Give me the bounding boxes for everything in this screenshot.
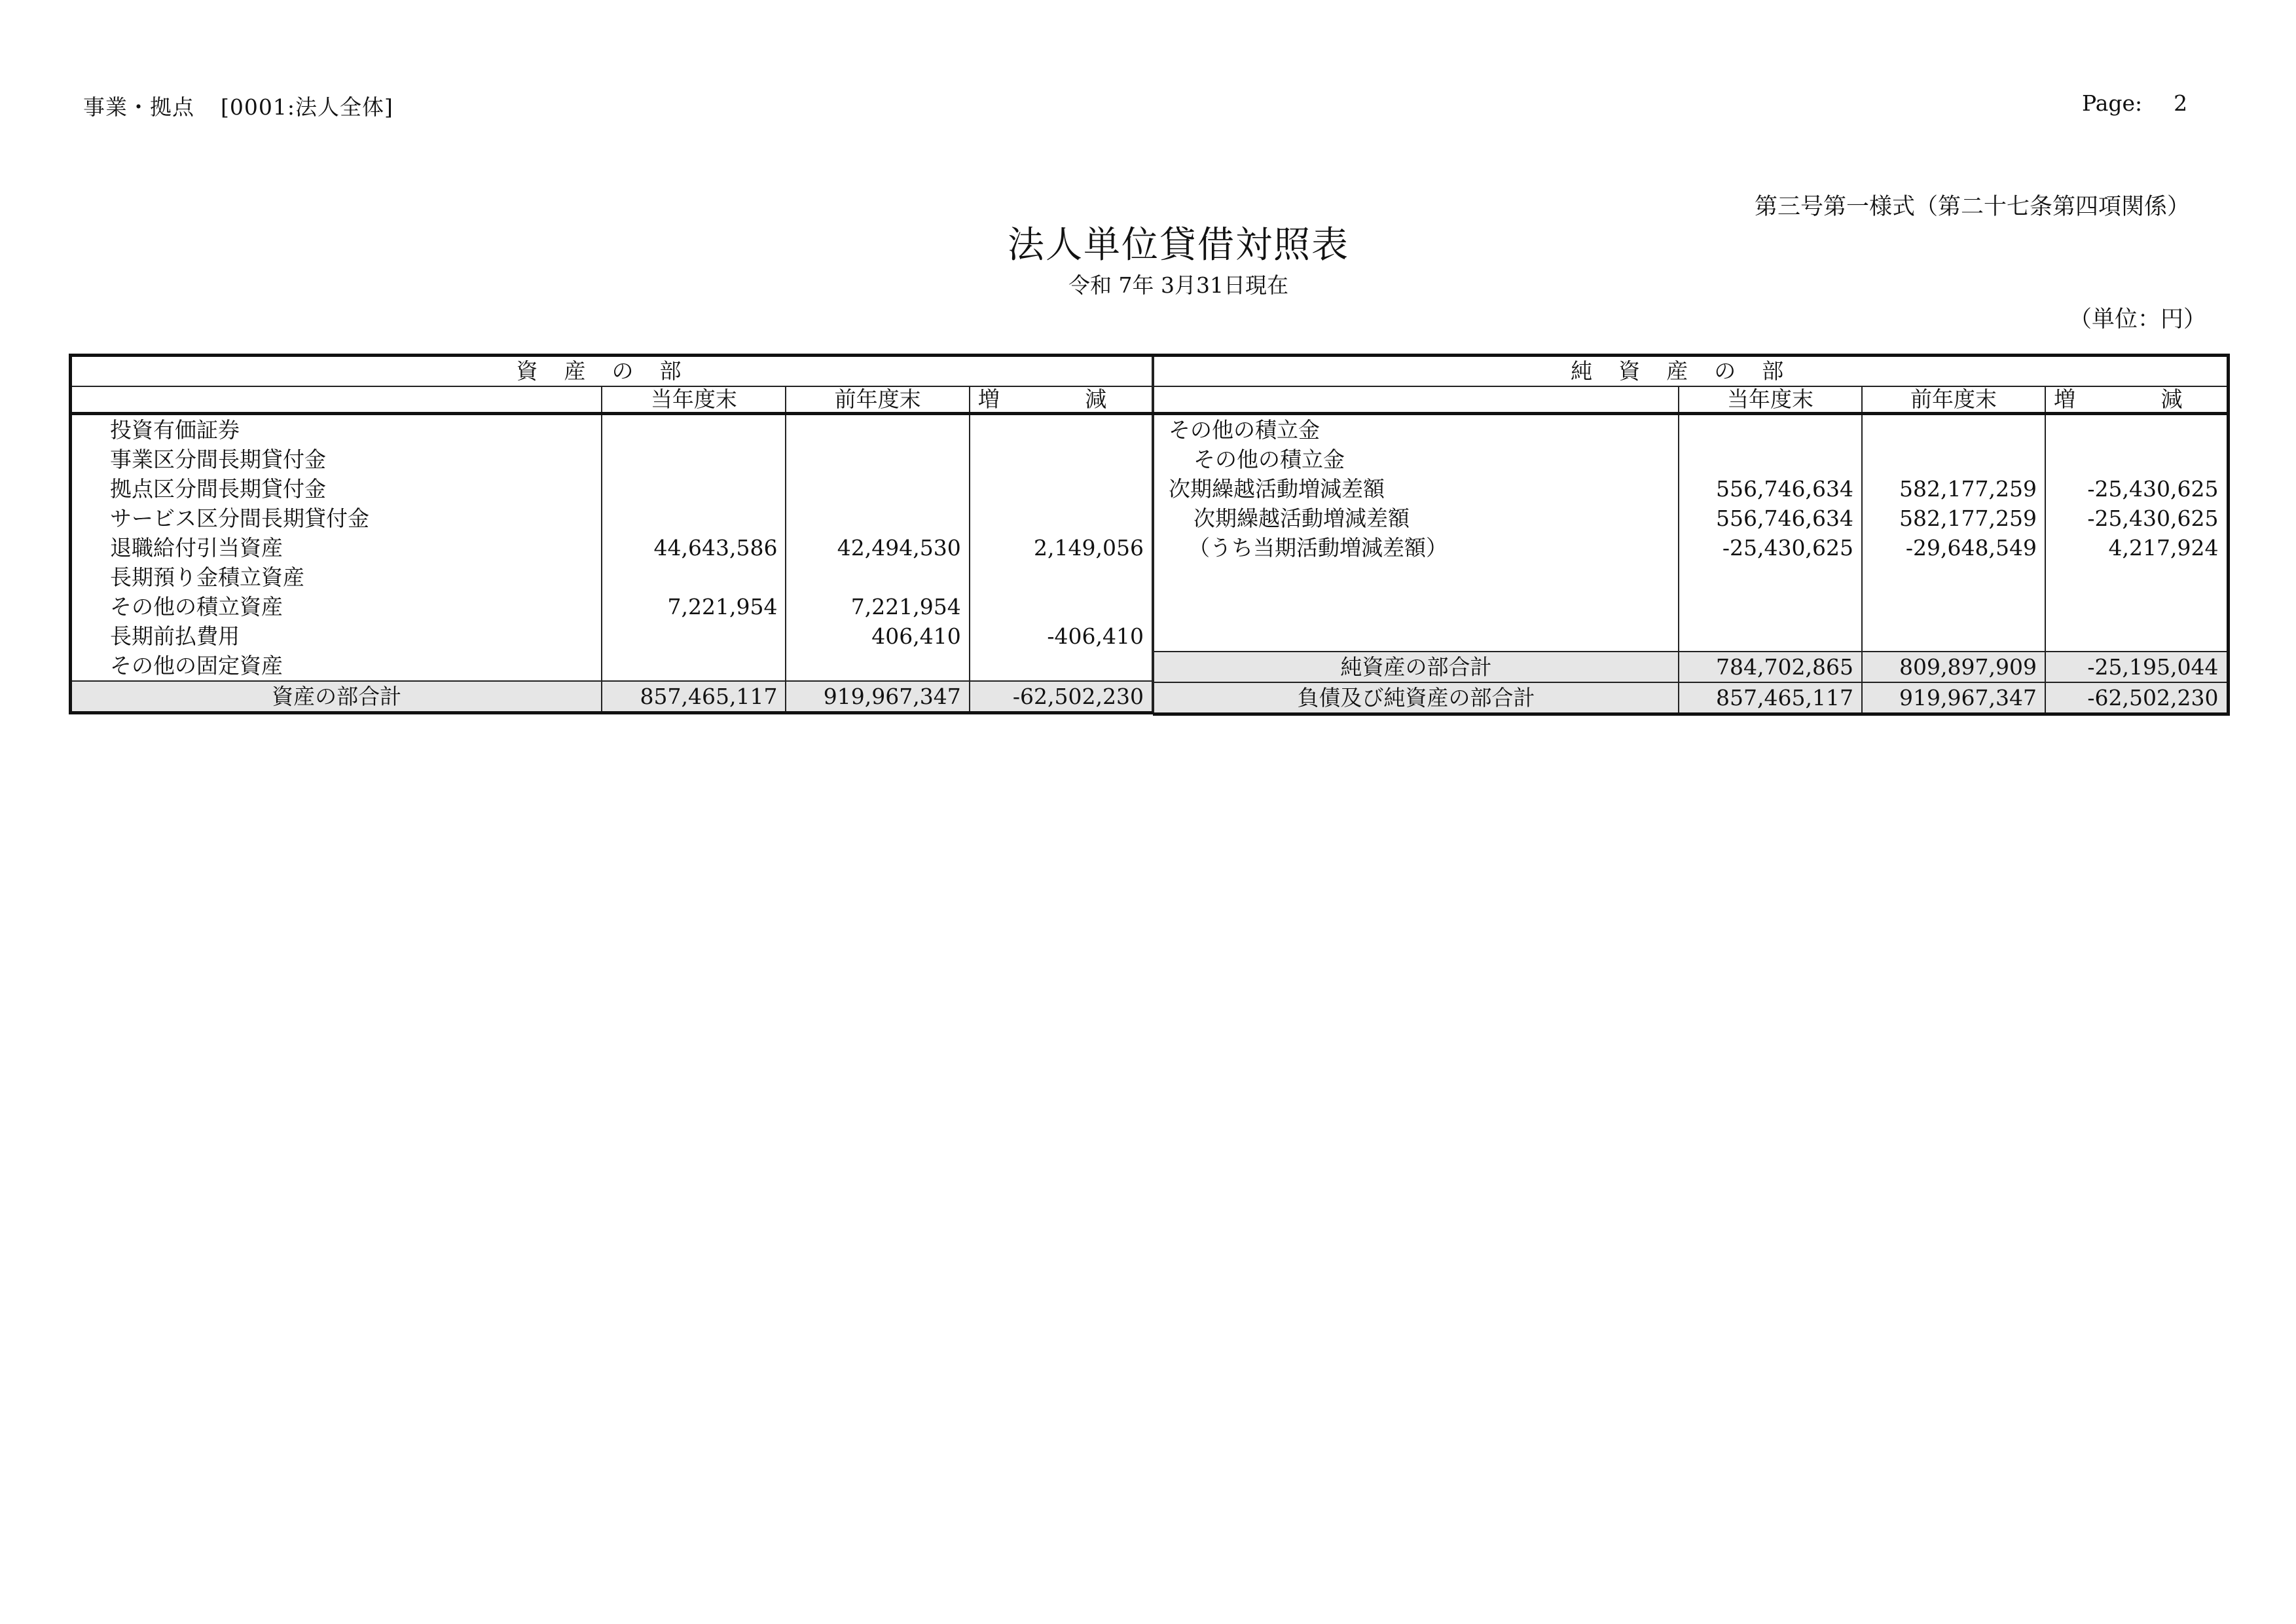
net-assets-section-title: 純資産の部 bbox=[1154, 356, 2228, 387]
net-assets-col-current: 当年度末 bbox=[1679, 386, 1862, 414]
row-change bbox=[2045, 621, 2228, 652]
table-row bbox=[1154, 445, 2228, 474]
net-assets-col-change: 増 減 bbox=[2045, 386, 2228, 414]
assets-total-row bbox=[71, 681, 1153, 713]
dept-label: 事業・拠点 bbox=[83, 94, 194, 120]
table-row bbox=[1154, 533, 2228, 563]
net-assets-col-label bbox=[1154, 386, 1679, 414]
assets-total-previous: 919,967,347 bbox=[786, 681, 969, 713]
row-current: -25,430,625 bbox=[1679, 533, 1862, 563]
row-current bbox=[602, 563, 786, 592]
row-change bbox=[970, 651, 1152, 681]
row-change bbox=[970, 414, 1152, 445]
row-change bbox=[970, 563, 1152, 592]
table-row bbox=[71, 474, 1153, 504]
row-previous bbox=[786, 563, 969, 592]
row-current bbox=[1679, 445, 1862, 474]
table-row bbox=[71, 563, 1153, 592]
table-row bbox=[1154, 592, 2228, 621]
row-label: 次期繰越活動増減差額 bbox=[1154, 474, 1679, 504]
row-previous bbox=[786, 504, 969, 533]
table-row bbox=[71, 651, 1153, 681]
unit-label: （単位：円） bbox=[2069, 306, 2207, 333]
row-label: サービス区分間長期貸付金 bbox=[71, 504, 602, 533]
row-current bbox=[602, 651, 786, 681]
row-label: 次期繰越活動増減差額 bbox=[1154, 504, 1679, 533]
assets-col-previous: 前年度末 bbox=[786, 386, 969, 414]
assets-col-label bbox=[71, 386, 602, 414]
row-previous bbox=[786, 474, 969, 504]
dept-value: [0001:法人全体] bbox=[221, 94, 393, 120]
row-label: 投資有価証券 bbox=[71, 414, 602, 445]
row-label bbox=[1154, 621, 1679, 652]
balance-sheet bbox=[69, 354, 2227, 714]
assets-section-title: 資産の部 bbox=[71, 356, 1153, 387]
row-change bbox=[970, 504, 1152, 533]
table-row bbox=[71, 533, 1153, 563]
table-row bbox=[71, 621, 1153, 651]
row-previous bbox=[1862, 414, 2045, 445]
row-current: 44,643,586 bbox=[602, 533, 786, 563]
assets-table bbox=[69, 354, 1153, 714]
row-change bbox=[2045, 592, 2228, 621]
grand-total-current: 857,465,117 bbox=[1679, 682, 1862, 714]
row-change: -25,430,625 bbox=[2045, 474, 2228, 504]
row-previous bbox=[786, 414, 969, 445]
row-change: 4,217,924 bbox=[2045, 533, 2228, 563]
table-row bbox=[71, 445, 1153, 474]
row-current: 556,746,634 bbox=[1679, 504, 1862, 533]
row-label: その他の積立金 bbox=[1154, 414, 1679, 445]
row-current bbox=[602, 474, 786, 504]
row-label bbox=[1154, 563, 1679, 592]
row-previous bbox=[1862, 592, 2045, 621]
row-current bbox=[1679, 414, 1862, 445]
assets-total-change: -62,502,230 bbox=[970, 681, 1152, 713]
row-current bbox=[602, 504, 786, 533]
row-change: 2,149,056 bbox=[970, 533, 1152, 563]
page-label: Page: bbox=[2082, 90, 2143, 116]
row-previous: 406,410 bbox=[786, 621, 969, 651]
row-label: その他の固定資産 bbox=[71, 651, 602, 681]
grand-total-previous: 919,967,347 bbox=[1862, 682, 2045, 714]
table-row bbox=[1154, 621, 2228, 652]
table-row bbox=[71, 592, 1153, 621]
form-number: 第三号第一様式（第二十七条第四項関係） bbox=[1755, 194, 2191, 220]
row-current bbox=[602, 414, 786, 445]
row-current bbox=[1679, 621, 1862, 652]
row-current bbox=[1679, 592, 1862, 621]
row-previous bbox=[1862, 563, 2045, 592]
row-label: （うち当期活動増減差額） bbox=[1154, 533, 1679, 563]
net-assets-subtotal-row bbox=[1154, 652, 2228, 682]
net-assets-col-previous: 前年度末 bbox=[1862, 386, 2045, 414]
assets-total-current: 857,465,117 bbox=[602, 681, 786, 713]
row-label: 長期預り金積立資産 bbox=[71, 563, 602, 592]
row-current: 556,746,634 bbox=[1679, 474, 1862, 504]
net-assets-subtotal-current: 784,702,865 bbox=[1679, 652, 1862, 682]
row-previous: 582,177,259 bbox=[1862, 504, 2045, 533]
row-previous: 582,177,259 bbox=[1862, 474, 2045, 504]
row-change: -25,430,625 bbox=[2045, 504, 2228, 533]
table-row bbox=[1154, 474, 2228, 504]
row-previous: -29,648,549 bbox=[1862, 533, 2045, 563]
page-indicator bbox=[2082, 90, 2187, 116]
row-current bbox=[1679, 563, 1862, 592]
assets-col-change: 増 減 bbox=[970, 386, 1152, 414]
assets-col-current: 当年度末 bbox=[602, 386, 786, 414]
table-row bbox=[1154, 414, 2228, 445]
row-change bbox=[2045, 445, 2228, 474]
row-current: 7,221,954 bbox=[602, 592, 786, 621]
assets-total-label: 資産の部合計 bbox=[71, 681, 602, 713]
row-previous bbox=[786, 445, 969, 474]
row-change bbox=[970, 592, 1152, 621]
row-previous: 7,221,954 bbox=[786, 592, 969, 621]
row-change bbox=[2045, 414, 2228, 445]
row-label: その他の積立資産 bbox=[71, 592, 602, 621]
row-previous bbox=[786, 651, 969, 681]
net-assets-subtotal-change: -25,195,044 bbox=[2045, 652, 2228, 682]
table-row bbox=[1154, 563, 2228, 592]
page-number: 2 bbox=[2174, 90, 2188, 116]
row-label: 事業区分間長期貸付金 bbox=[71, 445, 602, 474]
grand-total-label: 負債及び純資産の部合計 bbox=[1154, 682, 1679, 714]
net-assets-table bbox=[1153, 354, 2230, 716]
net-assets-subtotal-previous: 809,897,909 bbox=[1862, 652, 2045, 682]
liabilities-net-assets-total-row bbox=[1154, 682, 2228, 714]
row-current bbox=[602, 621, 786, 651]
row-label: 長期前払費用 bbox=[71, 621, 602, 651]
table-row bbox=[1154, 504, 2228, 533]
row-previous bbox=[1862, 621, 2045, 652]
row-previous bbox=[1862, 445, 2045, 474]
row-label bbox=[1154, 592, 1679, 621]
row-change bbox=[970, 445, 1152, 474]
row-current bbox=[602, 445, 786, 474]
net-assets-subtotal-label: 純資産の部合計 bbox=[1154, 652, 1679, 682]
row-change: -406,410 bbox=[970, 621, 1152, 651]
row-previous: 42,494,530 bbox=[786, 533, 969, 563]
as-of-date: 令和 7年 3月31日現在 bbox=[1068, 272, 1288, 298]
page-title: 法人単位貸借対照表 bbox=[1008, 224, 1349, 267]
row-label: 拠点区分間長期貸付金 bbox=[71, 474, 602, 504]
report-scope-header bbox=[83, 90, 393, 121]
row-label: その他の積立金 bbox=[1154, 445, 1679, 474]
grand-total-change: -62,502,230 bbox=[2045, 682, 2228, 714]
row-change bbox=[970, 474, 1152, 504]
row-change bbox=[2045, 563, 2228, 592]
table-row bbox=[71, 414, 1153, 445]
row-label: 退職給付引当資産 bbox=[71, 533, 602, 563]
table-row bbox=[71, 504, 1153, 533]
